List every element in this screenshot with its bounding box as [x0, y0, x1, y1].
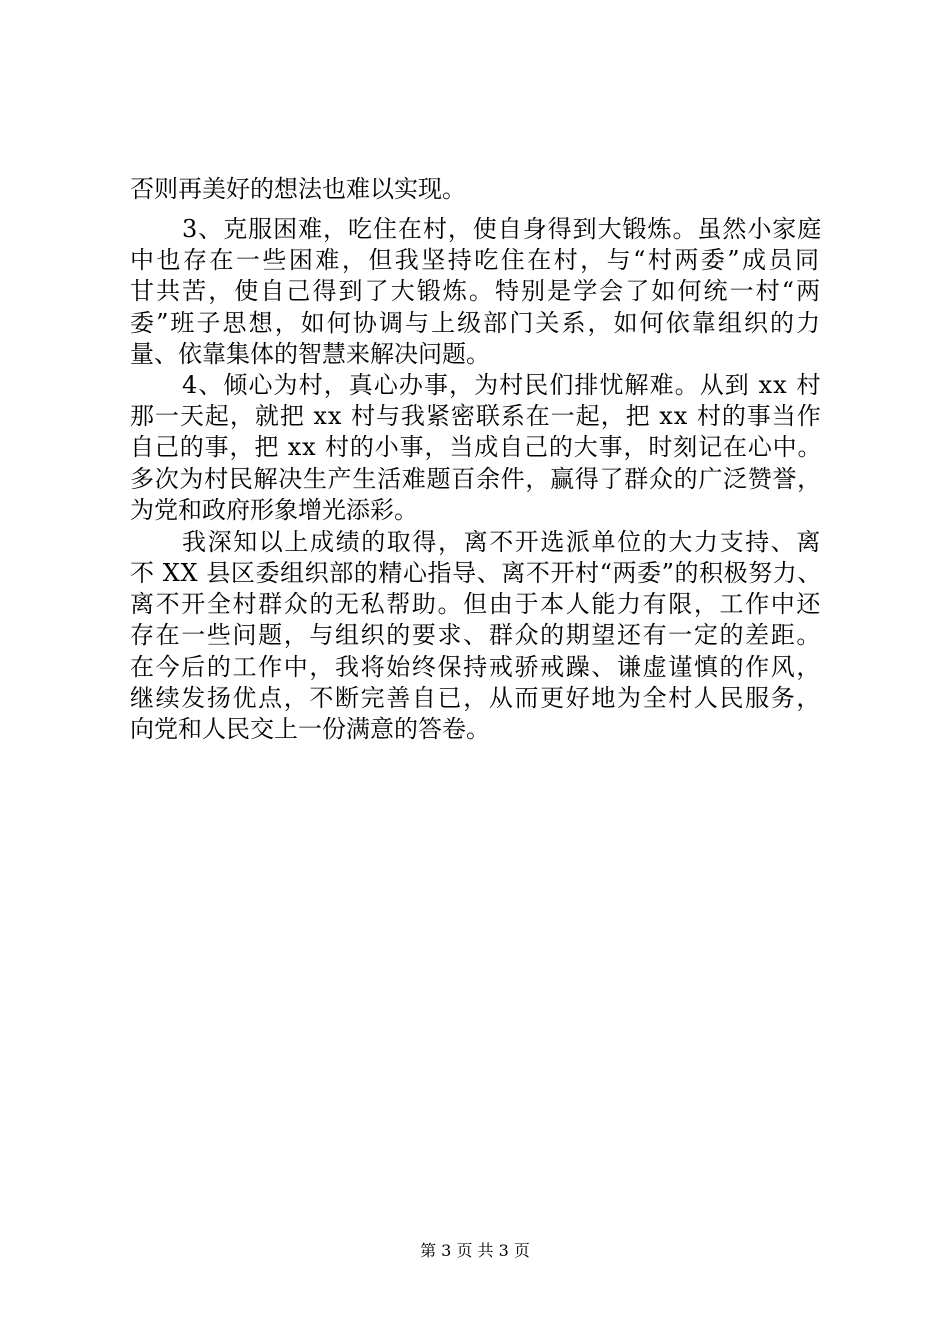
text-line: 存在一些问题，与组织的要求、群众的期望还有一定的差距。 [130, 621, 823, 649]
text-line: 为党和政府形象增光添彩。 [130, 496, 418, 524]
text-line: 否则再美好的想法也难以实现。 [130, 175, 466, 203]
text-line: 继续发扬优点，不断完善自已，从而更好地为全村人民服务， [130, 684, 823, 712]
text-line: 不 XX 县区委组织部的精心指导、离不开村“两委”的积极努力、 [130, 559, 822, 587]
text-line: 我深知以上成绩的取得，离不开选派单位的大力支持、离 [182, 528, 822, 556]
text-line: 多次为村民解决生产生活难题百余件，赢得了群众的广泛赞誉， [130, 465, 822, 493]
text-line: 在今后的工作中，我将始终保持戒骄戒躁、谦虚谨慎的作风， [130, 653, 823, 681]
text-line: 甘共苦，使自己得到了大锻炼。特别是学会了如何统一村“两 [130, 277, 823, 305]
text-line: 那一天起，就把 xx 村与我紧密联系在一起，把 xx 村的事当作 [130, 402, 822, 430]
text-line: 4、倾心为村，真心办事，为村民们排忧解难。从到 xx 村 [182, 371, 822, 399]
text-line: 委”班子思想，如何协调与上级部门关系，如何依靠组织的力 [130, 309, 823, 337]
text-line: 3、克服困难，吃住在村，使自身得到大锻炼。虽然小家庭 [182, 215, 823, 243]
text-line: 离不开全村群众的无私帮助。但由于本人能力有限，工作中还 [130, 590, 823, 618]
text-line: 自己的事，把 xx 村的小事，当成自己的大事，时刻记在心中。 [130, 433, 823, 461]
text-line: 向党和人民交上一份满意的答卷。 [130, 715, 490, 743]
page-footer: 第 3 页 共 3 页 [420, 1241, 530, 1260]
text-line: 中也存在一些困难，但我坚持吃住在村，与“村两委”成员同 [130, 246, 822, 274]
text-line: 量、依靠集体的智慧来解决问题。 [130, 340, 490, 368]
